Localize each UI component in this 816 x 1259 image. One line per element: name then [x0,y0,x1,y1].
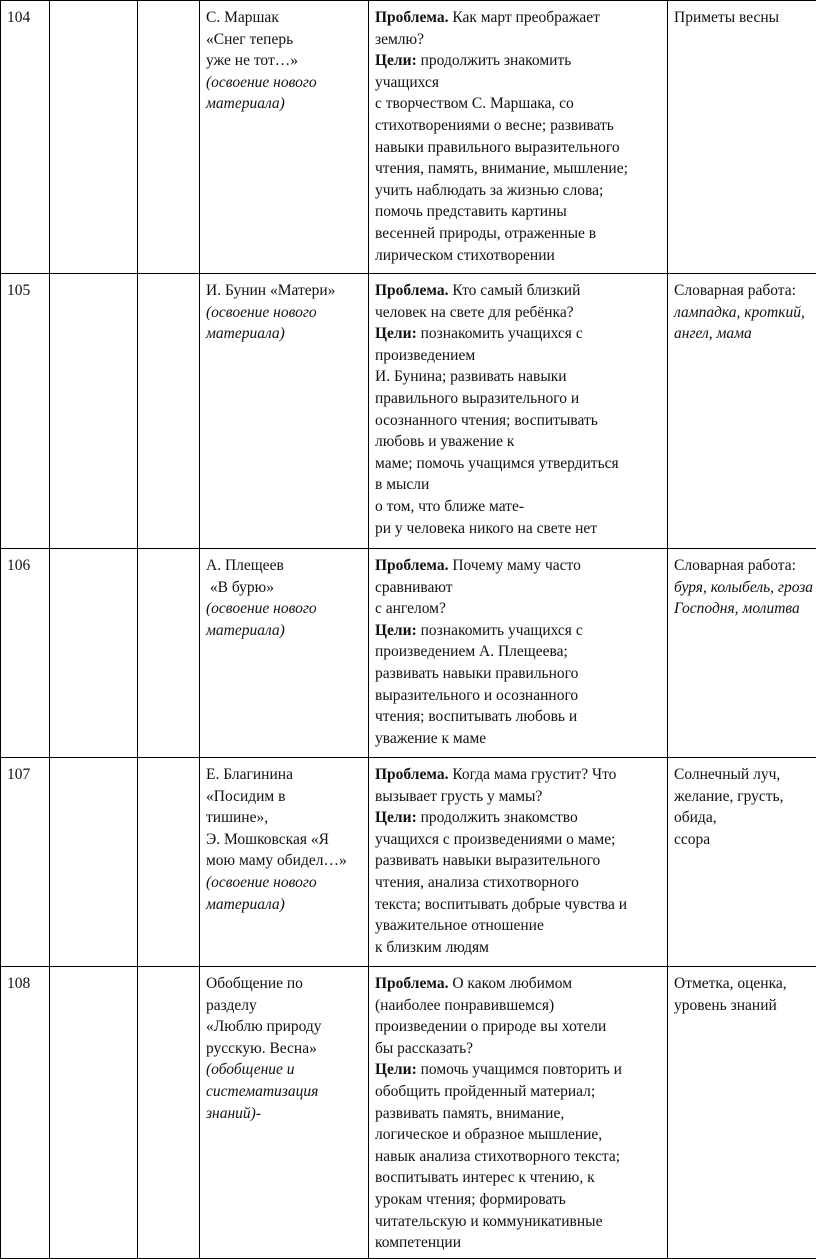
lesson-type-line: (освоение нового [206,72,364,94]
problem-text: Почему маму часто [448,557,580,574]
topic-cell [200,274,369,549]
lesson-number-cell [1,758,50,967]
problem-label: Проблема. [375,557,448,574]
goals-line: ри у человека никого на свете нет [375,518,663,540]
lesson-number: 108 [7,975,30,992]
vocabulary-line: Словарная работа: [674,280,816,302]
problem-line [375,973,663,995]
vocabulary-words: ангел, мама [674,323,816,345]
goals-line: учить наблюдать за жизнью слова; [375,180,663,202]
table-row [1,758,816,967]
problem-label: Проблема. [375,9,448,26]
lesson-type-line: материала) [206,93,364,115]
vocabulary-words: Господня, молитва [674,598,816,620]
topic-line: А. Плещеев [206,555,364,577]
goals-line: чтения, анализа стихотворного [375,872,663,894]
vocabulary-line: Словарная работа: [674,555,816,577]
goals-line: развивать память, внимание, [375,1103,663,1125]
goals-line: чтения, память, внимание, мышление; [375,158,663,180]
empty-cell [138,274,200,549]
goals-line: развивать навыки правильного [375,663,663,685]
lesson-type-line: (освоение нового [206,872,364,894]
topic-line: И. Бунин «Матери» [206,280,364,302]
topic-cell [200,549,369,758]
empty-cell [138,967,200,1259]
problem-line [375,7,663,29]
goals-line: урокам чтения; формировать [375,1189,663,1211]
topic-line: Е. Благинина [206,764,364,786]
goals-line: лирическом стихотворении [375,245,663,267]
lesson-type-line: материала) [206,620,364,642]
topic-line: «Посидим в [206,786,364,808]
vocabulary-line: Отметка, оценка, [674,973,816,995]
vocabulary-cell [668,274,816,549]
vocabulary-cell [668,1,816,274]
problem-line: произведении о природе вы хотели [375,1016,663,1038]
vocabulary-line: ссора [674,829,816,851]
lesson-number: 104 [7,9,30,26]
goals-cell [369,274,668,549]
goals-line [375,323,663,345]
problem-line: сравнивают [375,577,663,599]
lesson-number: 105 [7,282,30,299]
goals-line [375,807,663,829]
vocabulary-cell [668,967,816,1259]
vocabulary-words: буря, колыбель, гроза [674,577,816,599]
vocabulary-line: желание, грусть, [674,786,816,808]
topic-line: Обобщение по [206,973,364,995]
lesson-type-line: систематизация [206,1081,364,1103]
goals-line: маме; помочь учащимся утвердиться [375,453,663,475]
goals-line: весенней природы, отраженные в [375,223,663,245]
goals-line: стихотворениями о весне; развивать [375,115,663,137]
vocabulary-cell [668,758,816,967]
goals-line [375,1059,663,1081]
lesson-number-cell [1,274,50,549]
goals-line: к близким людям [375,937,663,959]
goals-line: произведением [375,345,663,367]
goals-line: произведением А. Плещеева; [375,641,663,663]
vocabulary-cell [668,549,816,758]
goals-line: обобщить пройденный материал; [375,1081,663,1103]
lesson-number-cell [1,1,50,274]
goals-line: чтения; воспитывать любовь и [375,706,663,728]
goals-label: Цели: [375,1061,417,1078]
goals-cell [369,967,668,1259]
topic-line: Э. Мошковская «Я [206,829,364,851]
problem-line: с ангелом? [375,598,663,620]
empty-cell [50,758,138,967]
table-row [1,967,816,1259]
problem-label: Проблема. [375,282,448,299]
goals-text: познакомить учащихся с [417,622,583,639]
table-row [1,274,816,549]
goals-line: осознанного чтения; воспитывать [375,410,663,432]
goals-label: Цели: [375,325,417,342]
goals-text: продолжить знакомить [417,52,572,69]
problem-line: вызывает грусть у мамы? [375,786,663,808]
lesson-number-cell [1,549,50,758]
topic-line: русскую. Весна» [206,1038,364,1060]
problem-text: Как март преображает [448,9,600,26]
goals-cell [369,1,668,274]
problem-label: Проблема. [375,975,448,992]
goals-line: с творчеством С. Маршака, со [375,93,663,115]
goals-cell [369,549,668,758]
goals-line: о том, что ближе мате- [375,496,663,518]
lesson-number: 107 [7,766,30,783]
lesson-type-line: (обобщение и [206,1059,364,1081]
problem-line: человек на свете для ребёнка? [375,302,663,324]
problem-text: Когда мама грустит? Что [448,766,616,783]
goals-line: выразительного и осознанного [375,685,663,707]
vocabulary-line: уровень знаний [674,995,816,1017]
empty-cell [138,758,200,967]
problem-line: бы рассказать? [375,1038,663,1060]
problem-line: землю? [375,29,663,51]
topic-line: разделу [206,995,364,1017]
topic-line: тишине», [206,807,364,829]
topic-cell [200,1,369,274]
goals-line: навык анализа стихотворного текста; [375,1146,663,1168]
problem-label: Проблема. [375,766,448,783]
goals-line: любовь и уважение к [375,431,663,453]
problem-line [375,764,663,786]
topic-line: «Снег теперь [206,29,364,51]
table-body [1,1,816,1259]
goals-line: развивать навыки выразительного [375,850,663,872]
vocabulary-line: Приметы весны [674,7,816,29]
problem-text: Кто самый близкий [448,282,580,299]
topic-cell [200,967,369,1259]
empty-cell [138,1,200,274]
goals-label: Цели: [375,622,417,639]
goals-text: познакомить учащихся с [417,325,583,342]
vocabulary-line: обида, [674,807,816,829]
topic-line: «Люблю природу [206,1016,364,1038]
lesson-type-line: (освоение нового [206,598,364,620]
goals-line: воспитывать интерес к чтению, к [375,1167,663,1189]
topic-cell [200,758,369,967]
empty-cell [50,1,138,274]
goals-line [375,620,663,642]
goals-line [375,50,663,72]
goals-line: навыки правильного выразительного [375,137,663,159]
goals-line: И. Бунина; развивать навыки [375,366,663,388]
problem-line [375,555,663,577]
lesson-type-line: (освоение нового [206,302,364,324]
goals-line: компетенции [375,1232,663,1254]
goals-line: читательскую и коммуникативные [375,1211,663,1233]
goals-line: учащихся с произведениями о маме; [375,829,663,851]
lesson-number: 106 [7,557,30,574]
table-row [1,1,816,274]
problem-line: (наиболее понравившемся) [375,995,663,1017]
vocabulary-line: Солнечный луч, [674,764,816,786]
vocabulary-words: лампадка, кроткий, [674,302,816,324]
goals-label: Цели: [375,809,417,826]
problem-text: О каком любимом [448,975,572,992]
lesson-type-line: знаний)- [206,1103,364,1125]
empty-cell [50,549,138,758]
goals-cell [369,758,668,967]
topic-line: мою маму обидел…» [206,850,364,872]
lesson-type-line: материала) [206,894,364,916]
empty-cell [50,967,138,1259]
empty-cell [50,274,138,549]
lesson-number-cell [1,967,50,1259]
goals-line: учащихся [375,72,663,94]
goals-text: продолжить знакомство [417,809,578,826]
problem-line [375,280,663,302]
goals-line: логическое и образное мышление, [375,1124,663,1146]
goals-label: Цели: [375,52,417,69]
empty-cell [138,549,200,758]
topic-line: уже не тот…» [206,50,364,72]
lesson-type-line: материала) [206,323,364,345]
goals-line: в мысли [375,474,663,496]
goals-line: текста; воспитывать добрые чувства и [375,894,663,916]
topic-line: С. Маршак [206,7,364,29]
table-row [1,549,816,758]
goals-line: уважительное отношение [375,915,663,937]
topic-line: «В бурю» [206,577,364,599]
goals-text: помочь учащимся повторить и [417,1061,622,1078]
goals-line: уважение к маме [375,728,663,750]
goals-line: помочь представить картины [375,201,663,223]
goals-line: правильного выразительного и [375,388,663,410]
